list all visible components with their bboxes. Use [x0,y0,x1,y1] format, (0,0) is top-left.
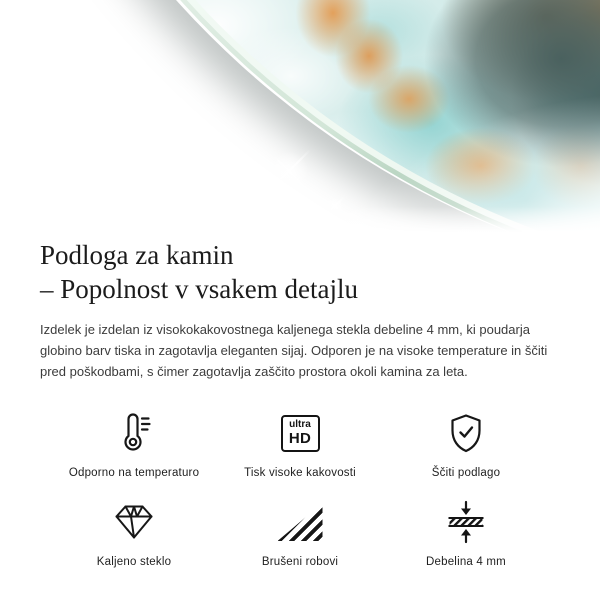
ultra-hd-badge-top: ultra [289,418,311,430]
shield-check-icon [444,408,488,458]
feature-thickness [383,497,549,568]
feature-protects-surface [383,408,549,479]
product-description-section [0,238,600,568]
feature-label: Kaljeno steklo [96,556,172,568]
product-image [0,0,600,232]
feature-grid [40,408,560,568]
thermometer-icon [111,408,157,458]
product-title [40,238,560,306]
feature-label: Brušeni robovi [261,556,339,568]
diamond-icon [111,497,157,547]
feature-tempered-glass [51,497,217,568]
feature-temperature [51,408,217,479]
product-title-line1: Podloga za kamin [40,240,234,270]
polished-edges-icon [278,497,323,547]
feature-polished-edges [217,497,383,568]
ultra-hd-icon [281,408,320,458]
thickness-icon [444,497,488,547]
feature-label: Debelina 4 mm [426,556,506,568]
feature-print-quality [217,408,383,479]
sparkle-glint-icon [247,129,332,214]
sparkle-glint-small-icon [317,188,354,225]
feature-label: Ščiti podlago [431,467,501,479]
ultra-hd-badge-bottom: HD [288,429,312,447]
product-title-line2: – Popolnost v vsakem detajlu [40,274,358,304]
feature-label: Odporno na temperaturo [68,467,200,479]
product-description: Izdelek je izdelan iz visokokakovostnega kaljenega stekla debeline 4 mm, ki poudarja globino barv tiska in zagotavlja eleganten sijaj. Odporen je na visoke temperature in ščiti pred poškodbami, s čimer zagotavlja zaščito prostora okoli kamina za leta. [40,322,548,379]
feature-label: Tisk visoke kakovosti [244,467,356,479]
